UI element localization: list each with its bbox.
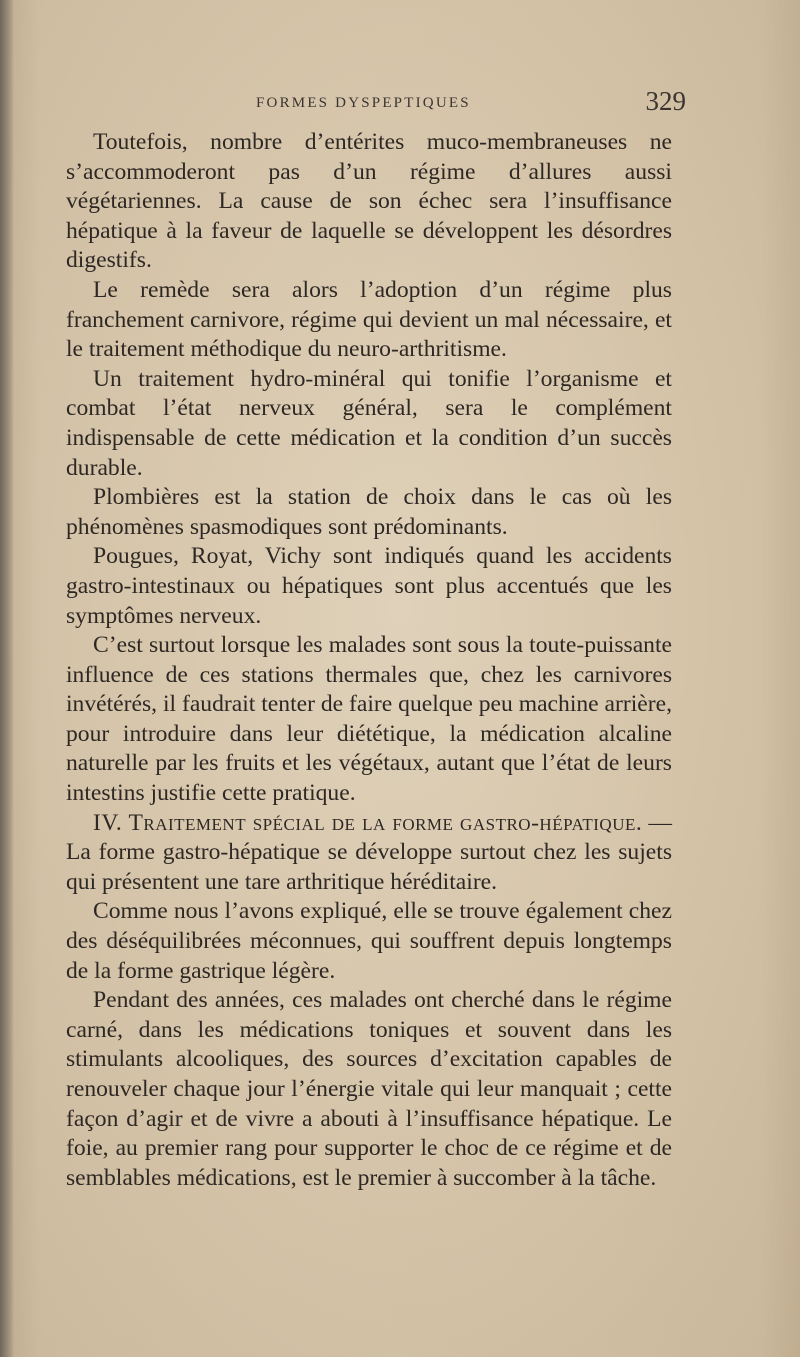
page-spine-shadow bbox=[0, 0, 14, 1357]
paragraph: Le remède sera alors l’adoption d’un régime plus franchement carnivore, régime qui devient un mal nécessaire, et le traitement méthodique du neuro-arthritisme. bbox=[66, 276, 672, 363]
section-lead: — La forme gastro-hépatique se développe surtout chez les sujets qui présentent une tare arthritique héréditaire. bbox=[66, 809, 672, 895]
running-head bbox=[66, 86, 686, 126]
section-paragraph bbox=[66, 809, 672, 898]
page-number: 329 bbox=[645, 86, 686, 116]
paragraph: Comme nous l’avons expliqué, elle se trouve également chez des déséquilibrées méconnues, qui souffrent depuis longtemps de la forme gastrique légère. bbox=[66, 898, 672, 984]
body-text bbox=[66, 128, 672, 1193]
paragraph: Pendant des années, ces malades ont cherché dans le régime carné, dans les médications toniques et souvent dans les stimulants alcooliques, des sources d’excitation capables de renouveler chaque jour l’énergie vitale qui leur manquait ; cette façon d’agir et de vivre a abouti à l’insuffisance hépatique. Le foie, au premier rang pour supporter le choc de ce régime et de semblables médications, est le premier à succomber à la tâche. bbox=[66, 987, 672, 1191]
paragraph: Un traitement hydro-minéral qui tonifie l’organisme et combat l’état nerveux général, sera le complément indispensable de cette médication et la condition d’un succès durable. bbox=[66, 365, 672, 481]
paragraph: Toutefois, nombre d’entérites muco-membraneuses ne s’accommoderont pas d’un régime d’allures aussi végétariennes. La cause de son échec sera l’insuffisance hépatique à la faveur de laquelle se développent les désordres digestifs. bbox=[66, 129, 672, 274]
running-head-title: FORMES DYSPEPTIQUES bbox=[256, 95, 471, 111]
section-heading: IV. Traitement spécial de la forme gastro-hépatique. bbox=[93, 809, 643, 836]
paragraph: Plombières est la station de choix dans le cas où les phénomènes spasmodiques sont prédominants. bbox=[66, 484, 672, 540]
paragraph: Pougues, Royat, Vichy sont indiqués quand les accidents gastro-intestinaux ou hépatiques sont plus accentués que les symptômes nerveux. bbox=[66, 543, 672, 629]
paragraph: C’est surtout lorsque les malades sont sous la toute-puissante influence de ces stations thermales que, chez les carnivores invétérés, il faudrait tenter de faire quelque peu machine arrière, pour introduire dans leur diététique, la médication alcaline naturelle par les fruits et les végétaux, autant que l’état de leurs intestins justifie cette pratique. bbox=[66, 632, 672, 807]
